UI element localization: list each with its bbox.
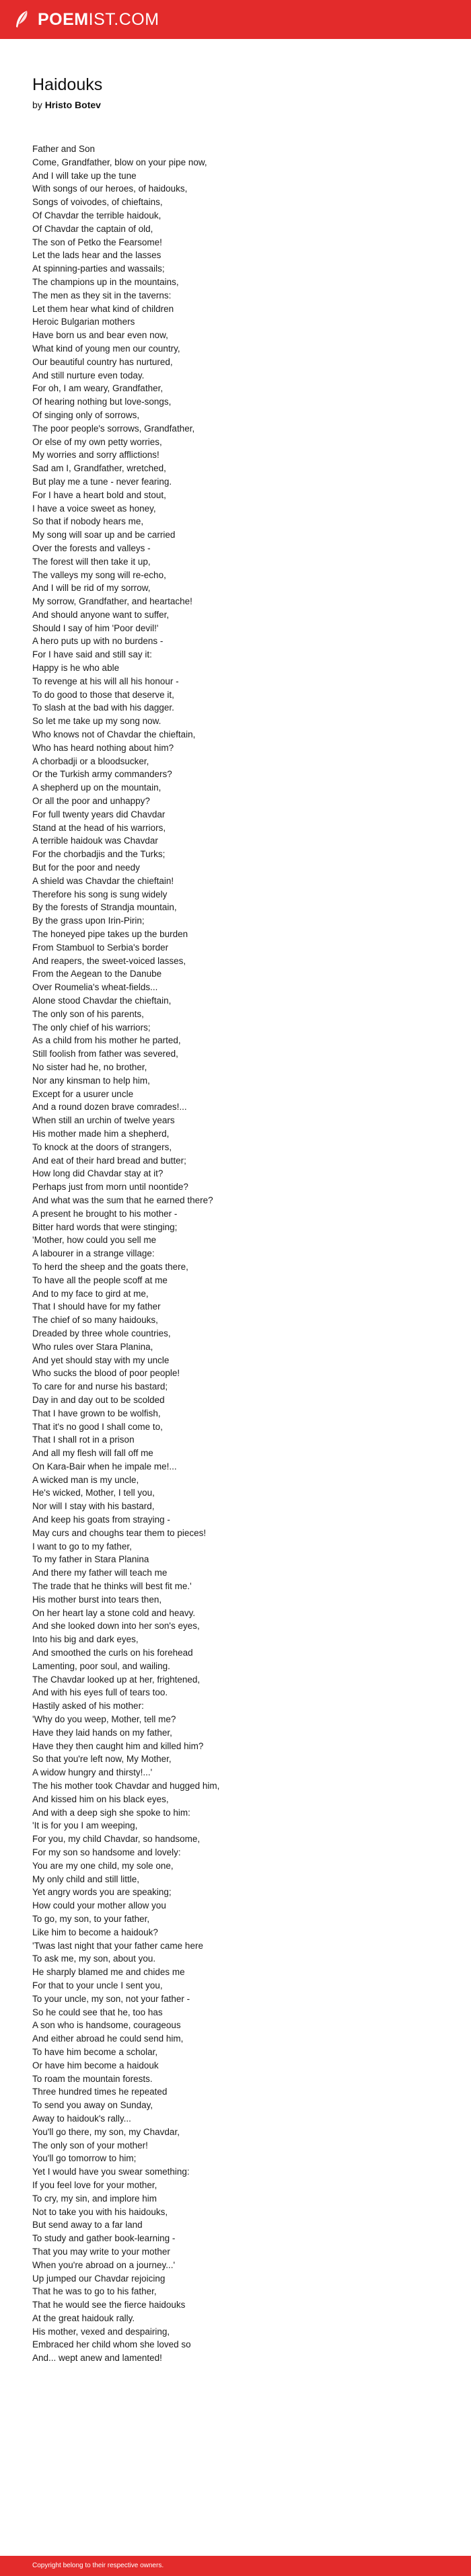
poem-line: The his mother took Chavdar and hugged him,: [32, 1781, 220, 1792]
poem-line: How could your mother allow you: [32, 1900, 166, 1911]
poem-line: Songs of voivodes, of chieftains,: [32, 197, 163, 208]
poem-line: A hero puts up with no burdens -: [32, 636, 164, 647]
poem-line: And a round dozen brave comrades!...: [32, 1102, 187, 1113]
poem-line: Alone stood Chavdar the chieftain,: [32, 996, 172, 1006]
poem-line: Therefore his song is sung widely: [32, 889, 168, 899]
poem-line: You'll go tomorrow to him;: [32, 2153, 137, 2164]
poem-line: Of hearing nothing but love-songs,: [32, 397, 172, 407]
poem-line: That he would see the fierce haidouks: [32, 2300, 186, 2310]
poem-line: Have they then caught him and killed him?: [32, 1740, 204, 1751]
poem-line: That it's no good I shall come to,: [32, 1421, 163, 1432]
poem-line: Heroic Bulgarian mothers: [32, 317, 135, 327]
poem-line: Day in and day out to be scolded: [32, 1394, 165, 1405]
poem-body: [32, 143, 436, 2365]
poem-line: To knock at the doors of strangers,: [32, 1141, 172, 1152]
poem-line: For that to your uncle I sent you,: [32, 1980, 163, 1990]
poem-line: From the Aegean to the Danube: [32, 969, 162, 979]
poem-line: Who has heard nothing about him?: [32, 742, 174, 753]
poem-container: [32, 74, 436, 2365]
poem-line: The poor people's sorrows, Grandfather,: [32, 423, 195, 434]
poem-line: For you, my child Chavdar, so handsome,: [32, 1834, 201, 1845]
poem-line: My sorrow, Grandfather, and heartache!: [32, 596, 192, 607]
poem-line: A terrible haidouk was Chavdar: [32, 836, 158, 846]
poem-line: Our beautiful country has nurtured,: [32, 356, 173, 367]
poem-line: And to my face to gird at me,: [32, 1288, 149, 1299]
poem-line: The champions up in the mountains,: [32, 276, 179, 287]
poem-line: If you feel love for your mother,: [32, 2179, 157, 2190]
poem-line: Over Roumelia's wheat-fields...: [32, 982, 158, 993]
poem-line: And eat of their hard bread and butter;: [32, 1155, 186, 1166]
poem-line: Of Chavdar the captain of old,: [32, 223, 153, 234]
poem-line: To your uncle, my son, not your father -: [32, 1993, 190, 2004]
poem-line: Perhaps just from morn until noontide?: [32, 1182, 188, 1193]
poem-line: And kissed him on his black eyes,: [32, 1794, 169, 1804]
poem-line: Who knows not of Chavdar the chieftain,: [32, 729, 196, 740]
poem-line: And there my father will teach me: [32, 1568, 168, 1578]
poem-line: The chief of so many haidouks,: [32, 1315, 158, 1326]
poem-line: To study and gather book-learning -: [32, 2233, 176, 2244]
poem-line: A son who is handsome, courageous: [32, 2020, 181, 2031]
poem-line: Should I say of him 'Poor devil!': [32, 622, 159, 633]
poem-line: That he was to go to his father,: [32, 2286, 157, 2297]
poem-line: Have they laid hands on my father,: [32, 1727, 172, 1738]
poem-line: To go, my son, to your father,: [32, 1913, 150, 1924]
poem-line: Like him to become a haidouk?: [32, 1927, 158, 1937]
poem-line: At the great haidouk rally.: [32, 2312, 135, 2323]
poem-line: That I have grown to be wolfish,: [32, 1408, 161, 1418]
poem-line: That you may write to your mother: [32, 2246, 170, 2257]
poem-line: My worries and sorry afflictions!: [32, 450, 159, 460]
poem-line: And I will take up the tune: [32, 170, 137, 181]
poem-line: Sad am I, Grandfather, wretched,: [32, 463, 166, 474]
poem-line: Have born us and bear even now,: [32, 330, 168, 341]
poem-line: On Kara-Bair when he impale me!...: [32, 1461, 177, 1472]
poem-line: And smoothed the curls on his forehead: [32, 1648, 193, 1658]
poem-line: So that if nobody hears me,: [32, 516, 144, 527]
poem-line: And with a deep sigh she spoke to him:: [32, 1807, 190, 1818]
poem-line: May curs and choughs tear them to pieces!: [32, 1527, 207, 1538]
poem-line: The Chavdar looked up at her, frightened,: [32, 1674, 201, 1685]
poem-line: Father and Son: [32, 144, 96, 154]
poem-line: 'Why do you weep, Mother, tell me?: [32, 1714, 176, 1725]
poem-line: But send away to a far land: [32, 2220, 143, 2230]
poem-line: A wicked man is my uncle,: [32, 1474, 139, 1485]
poem-line: You are my one child, my sole one,: [32, 1860, 174, 1871]
poem-line: So he could see that he, too has: [32, 2007, 163, 2017]
poem-line: Yet I would have you swear something:: [32, 2167, 190, 2177]
poem-line: So let me take up my song now.: [32, 716, 161, 727]
poem-line: Nor any kinsman to help him,: [32, 1075, 150, 1086]
poem-line: And... wept anew and lamented!: [32, 2353, 162, 2364]
quill-icon[interactable]: [12, 9, 32, 30]
by-label: by: [32, 99, 42, 110]
poem-line: Who sucks the blood of poor people!: [32, 1368, 180, 1379]
copyright-text: Copyright belong to their respective owners.: [32, 2562, 164, 2569]
poem-line: A widow hungry and thirsty!...': [32, 1767, 153, 1778]
poem-line: When you're abroad on a journey...': [32, 2259, 176, 2270]
poem-line: Stand at the head of his warriors,: [32, 822, 166, 833]
poem-line: A present he brought to his mother -: [32, 1208, 178, 1219]
poem-line: You'll go there, my son, my Chavdar,: [32, 2126, 180, 2137]
poem-line: Into his big and dark eyes,: [32, 1634, 139, 1645]
poem-line: When still an urchin of twelve years: [32, 1115, 175, 1126]
poem-line: Yet angry words you are speaking;: [32, 1887, 172, 1898]
poem-line: To roam the mountain forests.: [32, 2073, 153, 2084]
poem-line: For the chorbadjis and the Turks;: [32, 849, 166, 860]
poem-line: And should anyone want to suffer,: [32, 609, 170, 620]
poem-line: A shield was Chavdar the chieftain!: [32, 875, 174, 886]
poem-line: Bitter hard words that were stinging;: [32, 1221, 178, 1232]
poem-line: Or have him become a haidouk: [32, 2060, 159, 2070]
poem-line: And reapers, the sweet-voiced lasses,: [32, 955, 186, 966]
poem-line: The only son of his parents,: [32, 1008, 144, 1019]
poem-line: Over the forests and valleys -: [32, 542, 151, 553]
poem-line: My only child and still little,: [32, 1874, 140, 1884]
logo-text-bold: POEM: [38, 10, 89, 29]
poem-line: Or the Turkish army commanders?: [32, 769, 172, 780]
poem-title: Haidouks: [32, 75, 103, 94]
poem-line: The forest will then take it up,: [32, 556, 151, 567]
poem-line: Not to take you with his haidouks,: [32, 2206, 168, 2217]
poem-line: For I have a heart bold and stout,: [32, 489, 166, 500]
poem-line: That I should have for my father: [32, 1301, 161, 1312]
poem-line: And I will be rid of my sorrow,: [32, 583, 151, 594]
poem-line: Of Chavdar the terrible haidouk,: [32, 210, 161, 220]
poem-line: To have all the people scoff at me: [32, 1275, 168, 1285]
poem-line: Or else of my own petty worries,: [32, 436, 162, 447]
poem-line: Hastily asked of his mother:: [32, 1701, 144, 1712]
poem-line: And still nurture even today.: [32, 370, 145, 380]
poem-line: For oh, I am weary, Grandfather,: [32, 383, 164, 394]
poem-line: Who rules over Stara Planina,: [32, 1341, 153, 1352]
poem-line: The trade that he thinks will best fit me.': [32, 1581, 192, 1592]
poem-line: To ask me, my son, about you.: [32, 1954, 156, 1964]
poem-line: To revenge at his will all his honour -: [32, 676, 179, 686]
poem-line: Let them hear what kind of children: [32, 303, 174, 314]
poem-line: And what was the sum that he earned there?: [32, 1195, 213, 1205]
poem-line: And either abroad he could send him,: [32, 2034, 184, 2044]
poem-line: What kind of young men our country,: [32, 343, 180, 354]
poem-line: For I have said and still say it:: [32, 649, 152, 660]
poem-line: Still foolish from father was severed,: [32, 1049, 178, 1059]
poem-line: The only son of your mother!: [32, 2140, 148, 2150]
poem-line: To send you away on Sunday,: [32, 2100, 153, 2111]
logo-text-light: IST.COM: [88, 10, 159, 29]
poem-line: And with his eyes full of tears too.: [32, 1687, 168, 1698]
poem-line: To my father in Stara Planina: [32, 1554, 149, 1565]
poem-line: Come, Grandfather, blow on your pipe now,: [32, 157, 207, 167]
poem-line: By the grass upon Irin-Pirin;: [32, 916, 145, 926]
poem-line: And she looked down into her son's eyes,: [32, 1621, 200, 1632]
poem-line: Nor will I stay with his bastard,: [32, 1501, 155, 1512]
poem-line: I want to go to my father,: [32, 1541, 132, 1552]
poem-line: And yet should stay with my uncle: [32, 1355, 170, 1365]
poem-line: At spinning-parties and wassails;: [32, 264, 165, 274]
poem-line: To care for and nurse his bastard;: [32, 1381, 168, 1392]
poem-line: 'Mother, how could you sell me: [32, 1235, 157, 1246]
poem-line: Away to haidouk's rally...: [32, 2113, 131, 2124]
poem-line: The valleys my song will re-echo,: [32, 569, 166, 580]
poem-line: His mother, vexed and despairing,: [32, 2326, 170, 2337]
poem-line: The men as they sit in the taverns:: [32, 290, 172, 300]
poem-line: To herd the sheep and the goats there,: [32, 1261, 188, 1272]
poem-line: And keep his goats from straying -: [32, 1515, 170, 1525]
poem-line: How long did Chavdar stay at it?: [32, 1168, 164, 1179]
author-name[interactable]: Hristo Botev: [44, 99, 101, 110]
poem-line: But for the poor and needy: [32, 862, 140, 873]
poem-line: A labourer in a strange village:: [32, 1248, 155, 1259]
poem-line: Let the lads hear and the lasses: [32, 250, 161, 261]
poem-line: A shepherd up on the mountain,: [32, 782, 161, 793]
poem-line: Of singing only of sorrows,: [32, 409, 140, 420]
poem-line: He sharply blamed me and chides me: [32, 1967, 185, 1978]
poem-line: On her heart lay a stone cold and heavy.: [32, 1607, 196, 1618]
poem-line: For my son so handsome and lovely:: [32, 1847, 181, 1857]
poem-line: To have him become a scholar,: [32, 2046, 158, 2057]
poem-line: From Stambuol to Serbia's border: [32, 942, 169, 953]
poem-line: Happy is he who able: [32, 663, 120, 674]
poem-line: No sister had he, no brother,: [32, 1061, 147, 1072]
poem-line: As a child from his mother he parted,: [32, 1035, 181, 1046]
poem-byline: [32, 98, 436, 112]
poem-line: The honeyed pipe takes up the burden: [32, 929, 188, 940]
poem-line: By the forests of Strandja mountain,: [32, 902, 177, 913]
poem-line: He's wicked, Mother, I tell you,: [32, 1488, 155, 1498]
poem-line: Three hundred times he repeated: [32, 2087, 168, 2097]
poem-line: But play me a tune - never fearing.: [32, 476, 172, 487]
poem-line: And all my flesh will fall off me: [32, 1448, 153, 1459]
poem-line: 'Twas last night that your father came here: [32, 1940, 203, 1951]
poem-line: His mother burst into tears then,: [32, 1594, 162, 1605]
poem-line: To slash at the bad with his dagger.: [32, 702, 174, 713]
poem-line: With songs of our heroes, of haidouks,: [32, 184, 188, 194]
poem-line: Up jumped our Chavdar rejoicing: [32, 2273, 166, 2284]
poem-line: The only chief of his warriors;: [32, 1022, 151, 1033]
poem-line: Or all the poor and unhappy?: [32, 796, 150, 807]
poem-line: I have a voice sweet as honey,: [32, 503, 156, 514]
poem-line: My song will soar up and be carried: [32, 530, 176, 540]
site-footer: [0, 2556, 471, 2576]
poem-line: That I shall rot in a prison: [32, 1435, 135, 1445]
site-logo[interactable]: [38, 0, 159, 39]
poem-line: 'It is for you I am weeping,: [32, 1820, 138, 1831]
poem-line: For full twenty years did Chavdar: [32, 809, 166, 819]
poem-line: Dreaded by three whole countries,: [32, 1328, 171, 1338]
poem-line: Embraced her child whom she loved so: [32, 2339, 191, 2350]
poem-line: Except for a usurer uncle: [32, 1088, 134, 1099]
poem-line: To do good to those that deserve it,: [32, 689, 174, 700]
poem-line: So that you're left now, My Mother,: [32, 1754, 172, 1765]
poem-line: A chorbadji or a bloodsucker,: [32, 756, 149, 766]
poem-line: His mother made him a shepherd,: [32, 1128, 170, 1139]
site-header: [0, 0, 471, 39]
poem-line: To cry, my sin, and implore him: [32, 2193, 157, 2204]
poem-line: Lamenting, poor soul, and wailing.: [32, 1660, 170, 1671]
poem-line: The son of Petko the Fearsome!: [32, 237, 162, 247]
